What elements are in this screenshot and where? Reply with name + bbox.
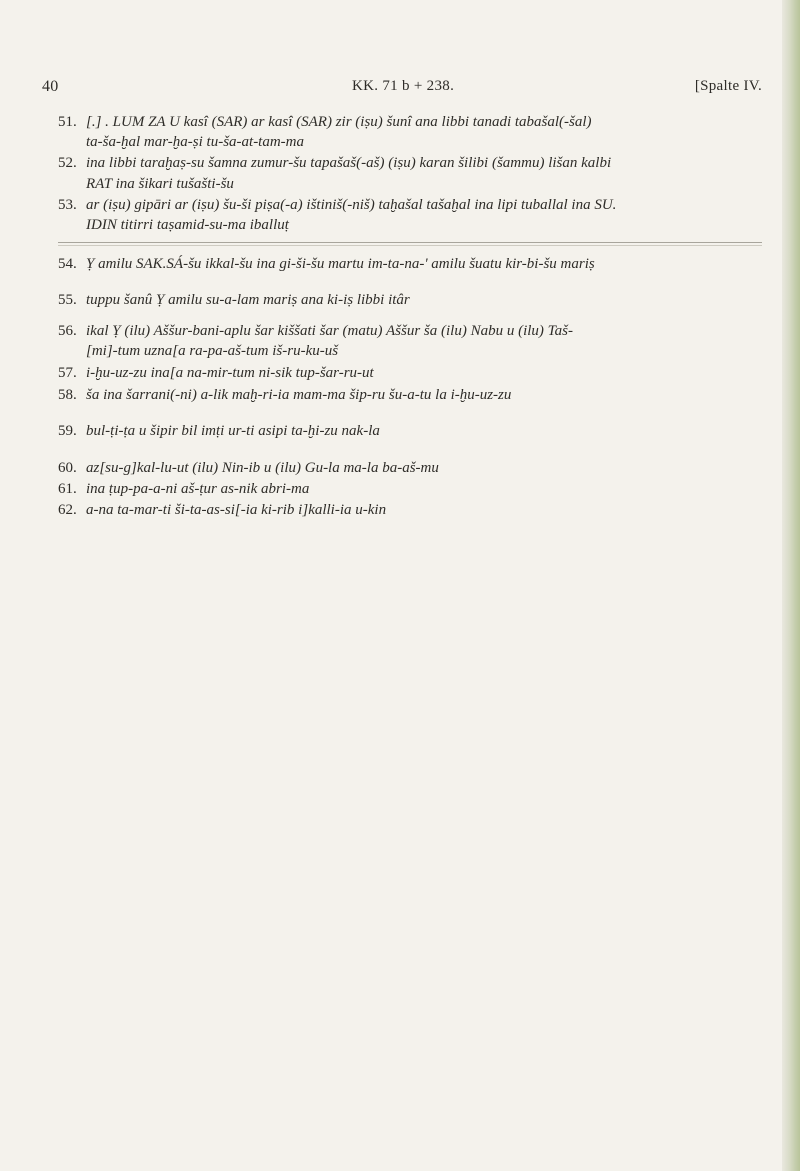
line-61: 61. ina ṭup-pa-a-ni aš-ṭur as-nik abri-ma <box>58 481 310 497</box>
section-divider-secondary <box>58 245 762 246</box>
line-52-continued: RAT ina šikari tušašti-šu <box>86 176 234 192</box>
line-58: 58. ša ina šarrani(-ni) a-lik maḫ-ri-ia mam-ma šip-ru šu-a-tu la i-ḫu-uz-zu <box>58 387 512 403</box>
page-number: 40 <box>42 78 59 95</box>
line-51: 51. [.] . LUM ZA U kasî (SAR) ar kasî (SAR) zir (iṣu) šunî ana libbi tanadi tabašal(-šal) <box>58 114 592 130</box>
line-56: 56. ikal Ỵ (ilu) Aššur-bani-aplu šar kiššati šar (matu) Aššur ša (ilu) Nabu u (ilu) Taš- <box>58 323 573 339</box>
section-divider <box>58 242 762 243</box>
tablet-reference: KK. 71 b + 238. <box>352 78 455 94</box>
page-header <box>42 78 762 102</box>
line-60: 60. az[su-g]kal-lu-ut (ilu) Nin-ib u (ilu) Gu-la ma-la ba-aš-mu <box>58 460 439 476</box>
line-51-continued: ta-ša-ḫal mar-ḫa-ṣi tu-ša-at-tam-ma <box>86 134 305 150</box>
line-56-continued: [mi]-tum uzna[a ra-pa-aš-tum iš-ru-ku-uš <box>86 343 339 359</box>
line-53: 53. ar (iṣu) gipāri ar (iṣu) šu-ši piṣa(-a) ištiniš(-niš) taḫašal tašaḫal ina lipi tuballal ina SU. <box>58 197 617 213</box>
line-59: 59. bul-ṭi-ṭa u šipir bil imṭi ur-ti asipi ta-ḫi-zu nak-la <box>58 423 380 439</box>
line-57: 57. i-ḫu-uz-zu ina[a na-mir-tum ni-sik tup-šar-ru-ut <box>58 365 374 381</box>
line-54: 54. Ỵ amilu SAK.SÁ-šu ikkal-šu ina gi-ši-šu martu im-ta-na-' amilu šuatu kir-bi-šu mariṣ <box>58 256 595 272</box>
line-62: 62. a-na ta-mar-ti ši-ta-as-si[-ia ki-rib i]kalli-ia u-kin <box>58 502 387 518</box>
column-label: [Spalte IV. <box>694 78 762 94</box>
line-55: 55. tuppu šanû Ỵ amilu su-a-lam mariṣ ana ki-iṣ libbi itâr <box>58 292 410 308</box>
line-52: 52. ina libbi taraḫaṣ-su šamna zumur-šu tapašaš(-aš) (iṣu) karan šilibi (šammu) lišan kalbi <box>58 155 612 171</box>
line-53-continued: IDIN titirri taṣamid-su-ma iballuṭ <box>86 217 289 233</box>
